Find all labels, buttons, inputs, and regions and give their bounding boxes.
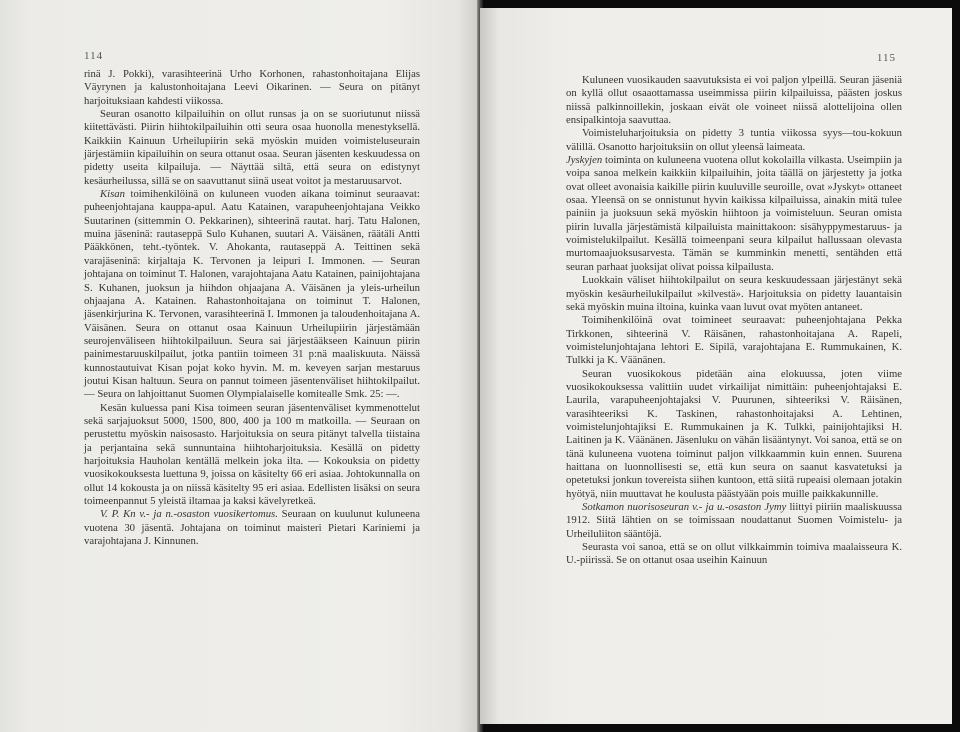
paragraph-emphasis: V. P. Kn v.- ja n.-osaston vuosikertomus. — [100, 508, 278, 521]
paragraph — [84, 508, 420, 548]
paragraph — [566, 314, 902, 367]
paragraph-text: Voimisteluharjoituksia on pidetty 3 tuntia viikossa syys—tou-kokuun välillä. Osanotto harjoituksiin on ollut yleensä laimeata. — [566, 127, 902, 153]
paragraph — [84, 68, 420, 108]
paragraph — [566, 154, 902, 274]
paragraph — [566, 274, 902, 314]
right-page-body — [566, 74, 902, 568]
paragraph — [566, 74, 902, 127]
paragraph-text: Kuluneen vuosikauden saavutuksista ei voi paljon ylpeillä. Seuran jäseniä on kyllä ollut osaaottamassa useimmissa piirin kilpailuissa, päästen joskus niissä palkinnoillekin, joskaan eivät ole voineet niissä alottelijoina ollen ensipalkintoja saavuttaa. — [566, 74, 902, 127]
page-number-right: 115 — [876, 52, 896, 64]
left-page-body — [84, 68, 420, 548]
paragraph-text: Seuraan on kuulunut kuluneena vuotena 30 jäsentä. Johtajana on toiminut maisteri Pietari Kariniemi ja varajohtajana J. Kinnunen. — [84, 508, 421, 548]
paragraph-text: Toimihenkilöinä ovat toimineet seuraavat: puheenjohtajana Pekka Tirkkonen, sihteerinä V. Räisänen, rahastonhoitajana A. Rapeli, voimistelunjohtajana lehtori E. Sipilä, varajohtajana E. Rummukainen, K. Tulkki ja K. Väänänen. — [566, 314, 902, 367]
paragraph-text: Seuran vuosikokous pidetään aina elokuussa, joten viime vuosikokouksessa valittiin uudet virkailijat nimittäin: puheenjohtajaksi E. Laurila, varapuheenjohtajaksi V. Puurunen, sihteeriksi V. Räisänen, varasihteeriksi K. Taskinen, rahastonhoitajaksi A. Lehtinen, voimistelunjohtajiksi E. Rummukainen ja K. Tulkki, painijohtajiksi H. Laitinen ja K. Väänänen. Jäsenluku on vähän lisääntynyt. Voi sanoa, että se on tänä kuluneena vuotena toiminut paljon vilkkaammin kuin ennen. Suurena haittana on luonnollisesti se, että kun seura on saanut kasvatetuksi ja opetetuksi jonkun tovereista siihen kuntoon, että siitä rupeaisi olemaan jotakin hyötyä, niin muuttavat he koulusta päästyään pois muille paikkakunnille. — [566, 367, 902, 500]
paragraph-text: Luokkain väliset hiihtokilpailut on seura keskuudessaan järjestänyt sekä myöskin kesäurheilukilpailut »kilvestä». Harjoituksia on pidetty lauantaisin sekä myöskin muina iltoina, kuinka vaan luvut ovat myöten antaneet. — [566, 274, 902, 313]
right-page — [480, 8, 952, 724]
paragraph-text: rinä J. Pokki), varasihteerinä Urho Korhonen, rahastonhoitajana Elijas Väyrynen ja kalustonhoitajana Leevi Oikarinen. — Seura on pitänyt harjoituksiaan kahdesti viikossa. — [84, 68, 420, 107]
paragraph — [566, 501, 902, 541]
paragraph-text: toiminta on kuluneena vuotena ollut kokolailla vilkasta. Useimpiin ja voipa sanoa melkein kaikkiin kilpailuihin, joita täällä on järjestetty ja jotka ovat olleet avonaisia kaikille piirin kuuluville seuroille, ovat »Jyskyt» ottaneet osaa. Yleensä on se onnistunut hyvin kaikissa kilpailuissa, ainakin mitä tulee painiin ja juoksuun sekä myöskin hiihtoon ja voimisteluun. Seuran omista piirin luvalla järjestämistä kilpailuista mainittakoon: sisähyppymestaruus- ja voimistelukilpailut. Kesällä toimeenpani seura kilpailut hallussaan olevasta murtomaajuoksusarvesta. Tämän se kumminkin menetti, sentähden että seuran parhaat juoksijat olivat poissa kilpailusta. — [566, 154, 902, 273]
paragraph — [566, 127, 902, 154]
paragraph — [84, 108, 420, 188]
paragraph — [84, 402, 420, 509]
paragraph-text: liittyi piiriin maaliskuussa 1912. Siitä lähtien on se toimissaan noudattanut Suomen Voimistelu- ja Urheiluliiton sääntöjä. — [566, 501, 902, 540]
paragraph-text: Seurasta voi sanoa, että se on ollut vilkkaimmin toimiva maalaisseura K. U.-piirissä. Se on ottanut osaa useihin Kainuun — [566, 541, 902, 567]
left-page — [0, 0, 478, 732]
paragraph — [566, 368, 902, 501]
paragraph-emphasis: Sotkamon nuorisoseuran v.- ja u.-osaston Jymy — [582, 501, 787, 513]
paragraph-text: toimihenkilöinä on kuluneen vuoden aikana toiminut seuraavat: puheenjohtajana kauppa-apul. Aatu Katainen, varapuheenjohtajana Veikko Suutarinen (sittemmin O. Pekkarinen), sihteerinä rautat. harj. Tatu Halonen, muina jäseninä: rautaseppä Sulo Kuhanen, suutari A. Väisänen, räätäli Antti Pääkkönen, teht.-työntek. V. Ahokanta, rautaseppä A. Teittinen sekä varajäseninä: kirjaltaja K. Tervonen ja leipuri I. Immonen. — Seuran johtajana on toiminut T. Halonen, varajohtajana Aatu Katainen, painijohtajana S. Kuhanen, juoksun ja hiihdon ohjaajana A. Väisänen ja yleis-urheilun ohjaajana A. Katainen. Rahastonhoitajana on toiminut T. Halonen, jäsenkirjurina K. Tervonen, varasihteerinä I. Immonen ja taloudenhoitajana A. Väisänen. Seura on ottanut osaa Kainuun Urheilupiirin järjestämään seurojenväliseen hiihtokilpailuun. Seura sai järjestääkseen Kainuun piirin painimestaruuskilpailut, jotka pantiin toimeen 31 p:nä maaliskuuta. Näissä kunnostautuivat Kisan pojat koko hyvin. M. m. keveyen sarjan mestaruus joutui Kisan haltuun. Seura on pannut toimeen jäsentenväliset hiihtokilpailut. — Seura on lahjoittanut Suomen Olympialaiselle komitealle Smk. 25: —. — [84, 188, 420, 401]
page-number-left: 114 — [84, 50, 104, 62]
paragraph-text: Seuran osanotto kilpailuihin on ollut runsas ja on se suoriutunut niissä kiitettävästi. Piirin hiihtokilpailuihin otti seura osaa huonolla menestyksellä. Kaikkiin Kainuun Urheilupiirin sekä myöskin muiden voimisteluseurain järjestämiin kipailuihin on seura ottanut osaa. Seuran jäsenten keskuudessa on pidetty useita kilpailuja. — Näyttää siltä, että seura on edistynyt kesäurheilussa, sillä se on saavuttanut siinä useat voitot ja mestaruusarvot. — [84, 108, 420, 187]
paragraph — [566, 541, 902, 568]
paragraph-emphasis: Kisan — [100, 188, 125, 201]
paragraph — [84, 188, 420, 402]
paragraph-emphasis: Jyskyjen — [566, 154, 603, 167]
paragraph-text: Kesän kuluessa pani Kisa toimeen seuran jäsentenväliset kymmenottelut sekä sarjajuoksut 5000, 1500, 800, 400 ja 100 m matkoilla. — Seuraan on perustettu myöskin naisosasto. Harjoituksia on seura pitänyt talvella tiistaina ja perjantaina sekä sunnuntaina hiihtoharjoituksia. Kesällä on pidetty harjoituksia Hauholan kentällä melkein joka ilta. — Kokouksia on pidetty vuosikokouksesta luettuna 9, joissa on käsitelty 66 eri asiaa. Johtokunnalla on ollut 14 kokousta ja on niissä käsitelty 95 eri asiaa. Edellisten lisäksi on seura toimeenpannut 5 yleistä iltamaa ja kaksi kävelyretkeä. — [84, 401, 420, 507]
